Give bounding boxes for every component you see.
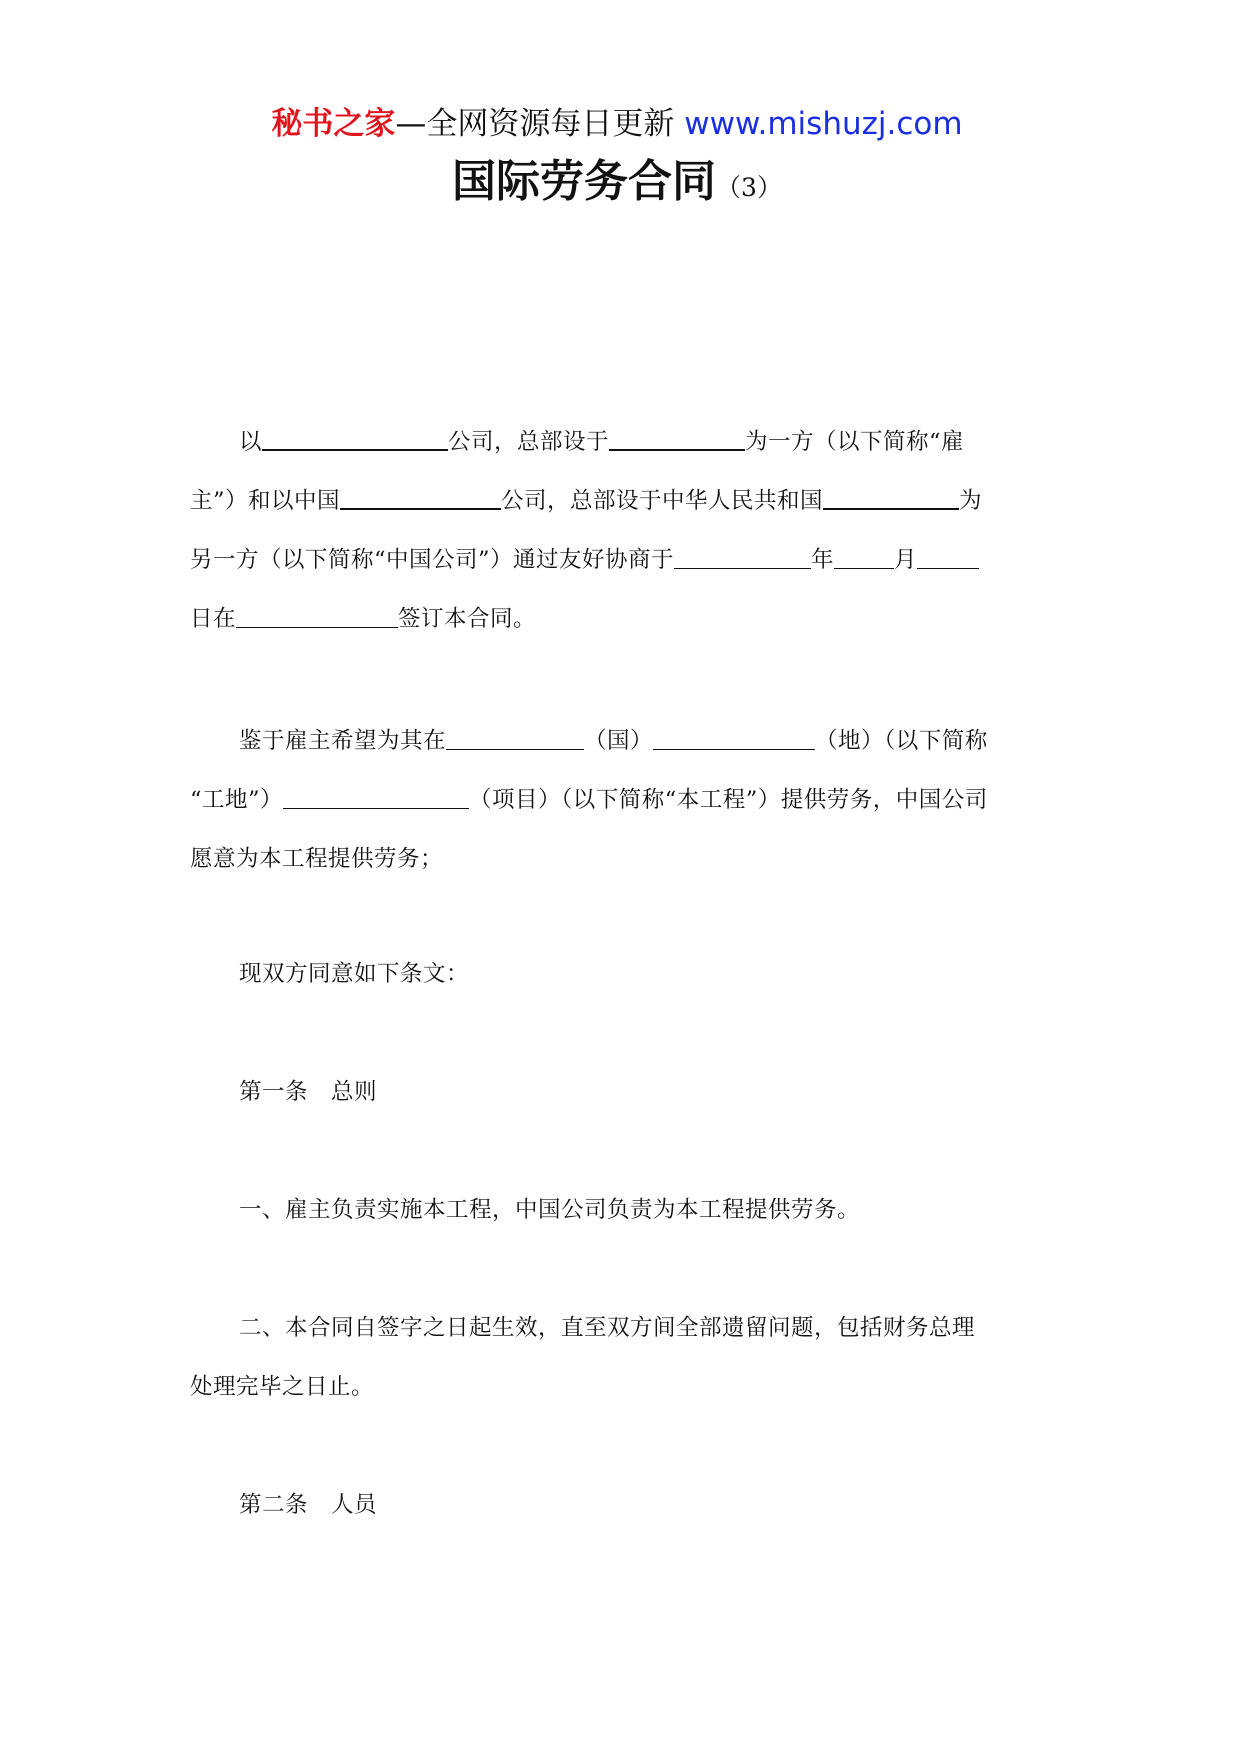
text-segment: 签订本合同。 [398, 606, 537, 632]
blank-project [283, 786, 469, 809]
preamble-line-2 [190, 472, 1056, 531]
blank-employer-company [262, 427, 448, 451]
text-segment: 为 [959, 488, 983, 514]
whereas-line-2 [190, 771, 1056, 830]
article-2-heading [190, 1476, 1056, 1535]
banner-brand: 秘书之家 [271, 106, 396, 142]
text-segment: 公司，总部设于 [448, 429, 610, 455]
preamble-line-3 [190, 531, 1056, 590]
text-segment: 为一方（以下简称“雇 [745, 429, 965, 455]
whereas-line-3: 愿意为本工程提供劳务； [190, 846, 444, 872]
text-segment: （国） [584, 728, 654, 754]
article-1-item-2 [190, 1299, 1056, 1417]
text-segment: （项目）（以下简称“本工程”）提供劳务，中国公司 [469, 787, 988, 813]
preamble-line-4 [190, 590, 1056, 649]
text-segment: 鉴于雇主希望为其在 [239, 728, 447, 754]
blank-day [917, 546, 979, 569]
article-1-item-2-line-2: 处理完毕之日止。 [190, 1374, 375, 1400]
article-1-heading [190, 1063, 1056, 1122]
blank-china-hq [823, 486, 959, 510]
text-segment: 以 [239, 429, 263, 455]
text-segment: 公司，总部设于中华人民共和国 [501, 488, 824, 514]
title-main: 国际劳务合同 [452, 156, 717, 207]
text-segment: 月 [894, 547, 918, 573]
blank-china-company [340, 486, 501, 510]
article-1-item-1-text: 一、雇主负责实施本工程，中国公司负责为本工程提供劳务。 [239, 1197, 861, 1223]
text-segment: 主”）和以中国 [190, 488, 341, 514]
banner-site-url: www.mishuzj.com [684, 106, 963, 142]
agree-paragraph [190, 945, 1056, 1004]
article-1-item-1 [190, 1181, 1056, 1240]
agree-line: 现双方同意如下条文： [239, 961, 470, 987]
text-segment: （地）（以下简称 [815, 728, 988, 754]
document-title [0, 152, 1234, 212]
preamble-paragraph [190, 413, 1056, 649]
blank-sign-place [236, 605, 398, 628]
site-banner [0, 102, 1234, 146]
text-segment: 年 [811, 547, 835, 573]
banner-slogan: —全网资源每日更新 [395, 106, 685, 142]
article-1-heading-text: 第一条 总则 [239, 1079, 378, 1105]
whereas-paragraph [190, 712, 1056, 889]
whereas-line-1 [190, 712, 1056, 771]
article-1-item-2-line-1: 二、本合同自签字之日起生效，直至双方间全部遗留问题，包括财务总理 [239, 1315, 976, 1341]
blank-employer-hq [609, 427, 745, 451]
blank-country [446, 727, 584, 750]
blank-year [674, 546, 811, 569]
text-segment: “工地”） [190, 787, 284, 813]
preamble-line-1 [190, 413, 1056, 472]
blank-site-location [653, 727, 815, 750]
article-2-heading-text: 第二条 人员 [239, 1492, 378, 1518]
text-segment: 日在 [190, 606, 237, 632]
title-sub: （3） [716, 173, 782, 202]
blank-month [834, 546, 894, 569]
text-segment: 另一方（以下简称“中国公司”）通过友好协商于 [190, 547, 675, 573]
